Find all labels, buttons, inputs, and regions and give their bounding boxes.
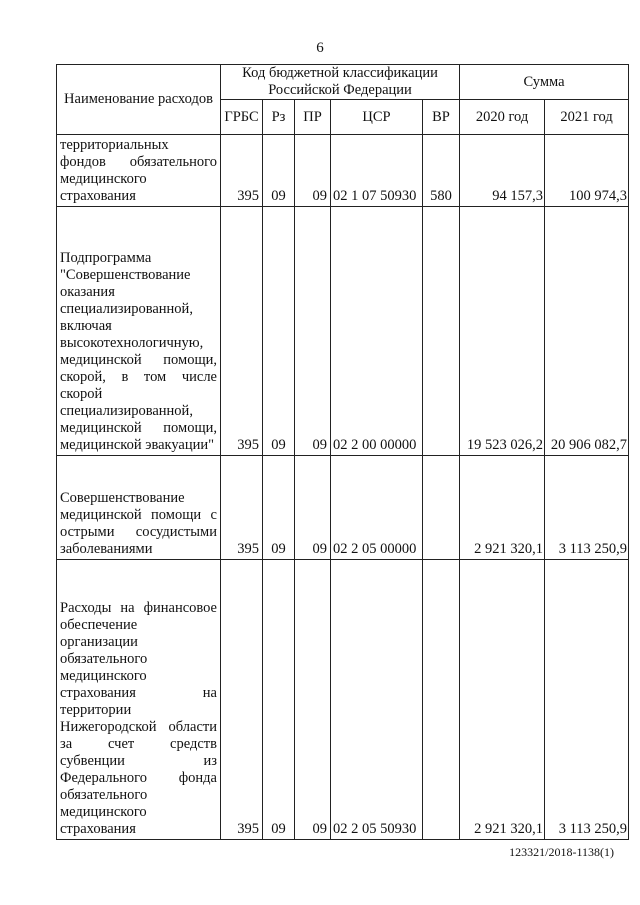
- cell-pr: 09: [295, 135, 331, 207]
- cell-2020: 94 157,3: [460, 135, 545, 207]
- cell-grbs: 395: [221, 207, 263, 456]
- cell-csr: 02 2 05 50930: [331, 560, 423, 840]
- cell-2021: 20 906 082,7: [545, 207, 629, 456]
- cell-csr: 02 1 07 50930: [331, 135, 423, 207]
- cell-grbs: 395: [221, 456, 263, 560]
- header-rz: Рз: [263, 100, 295, 135]
- page-number: 6: [316, 40, 324, 56]
- cell-rz: 09: [263, 456, 295, 560]
- cell-grbs: 395: [221, 135, 263, 207]
- row-name: территориальных фондов обязательного медицинского страхования: [57, 135, 221, 207]
- cell-pr: 09: [295, 456, 331, 560]
- cell-csr: 02 2 00 00000: [331, 207, 423, 456]
- cell-2021: 3 113 250,9: [545, 560, 629, 840]
- cell-rz: 09: [263, 207, 295, 456]
- header-sum-group: Сумма: [460, 65, 629, 100]
- cell-vr: [423, 207, 460, 456]
- cell-pr: 09: [295, 560, 331, 840]
- header-row-1: [57, 65, 629, 100]
- header-csr: ЦСР: [331, 100, 423, 135]
- row-name: Совершенствование медицинской помощи с острыми сосудистыми заболеваниями: [57, 456, 221, 560]
- cell-vr: [423, 560, 460, 840]
- budget-table: [56, 64, 629, 840]
- cell-vr: [423, 456, 460, 560]
- cell-vr: 580: [423, 135, 460, 207]
- cell-rz: 09: [263, 560, 295, 840]
- header-code-group: Код бюджетной классификации Российской Федерации: [221, 65, 460, 100]
- cell-csr: 02 2 05 00000: [331, 456, 423, 560]
- cell-2020: 19 523 026,2: [460, 207, 545, 456]
- header-vr: ВР: [423, 100, 460, 135]
- cell-grbs: 395: [221, 560, 263, 840]
- document-code: 123321/2018-1138(1): [509, 845, 614, 859]
- header-2020: 2020 год: [460, 100, 545, 135]
- row-name: Подпрограмма "Совершенствование оказания специализированной, включая высокотехнологичную, медицинской помощи, скорой, в том числе скорой специализированной, медицинской помощи, медицинской эвакуации": [57, 207, 221, 456]
- cell-rz: 09: [263, 135, 295, 207]
- table-row: [57, 456, 629, 560]
- cell-pr: 09: [295, 207, 331, 456]
- header-grbs: ГРБС: [221, 100, 263, 135]
- header-name: Наименование расходов: [57, 65, 221, 135]
- cell-2020: 2 921 320,1: [460, 456, 545, 560]
- row-name: Расходы на финансовое обеспечение организации обязательного медицинского страхования на территории Нижегородской области за счет средств субвенции из Федерального фонда обязательного медицинского страхования: [57, 560, 221, 840]
- cell-2020: 2 921 320,1: [460, 560, 545, 840]
- header-pr: ПР: [295, 100, 331, 135]
- table-row: [57, 135, 629, 207]
- table-row: [57, 560, 629, 840]
- cell-2021: 100 974,3: [545, 135, 629, 207]
- cell-2021: 3 113 250,9: [545, 456, 629, 560]
- table-row: [57, 207, 629, 456]
- header-2021: 2021 год: [545, 100, 629, 135]
